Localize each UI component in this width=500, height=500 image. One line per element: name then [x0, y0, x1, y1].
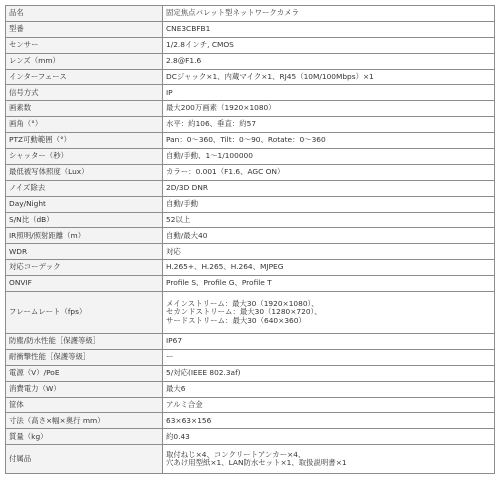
spec-value — [163, 6, 495, 22]
spec-value — [163, 349, 495, 365]
spec-label: 防塵/防水性能［保護等級］ — [6, 334, 163, 350]
spec-row — [6, 381, 495, 397]
spec-row — [6, 365, 495, 381]
spec-row — [6, 196, 495, 212]
spec-label: 型番 — [6, 21, 163, 37]
spec-label: 質量（kg） — [6, 429, 163, 445]
spec-label: 画素数 — [6, 101, 163, 117]
spec-label: 信号方式 — [6, 85, 163, 101]
spec-value-line: 最大200万画素（1920×1080） — [166, 103, 276, 113]
spec-label: S/N比（dB） — [6, 212, 163, 228]
spec-label: PTZ可動範囲（°） — [6, 133, 163, 149]
spec-value-line: DCジャック×1、内蔵マイク×1、RJ45（10M/100Mbps）×1 — [166, 71, 374, 81]
spec-value-line: メインストリーム：最大30（1920×1080）、 — [166, 298, 319, 308]
spec-label: センサー — [6, 37, 163, 53]
spec-value-line: 自動/手動、1～1/100000 — [166, 151, 253, 161]
spec-value — [163, 53, 495, 69]
spec-row — [6, 413, 495, 429]
spec-value-line: 最大6 — [166, 383, 186, 393]
spec-value-line: 自動/手動 — [166, 198, 199, 208]
spec-label: 付属品 — [6, 445, 163, 474]
spec-value-line: 52以上 — [166, 214, 191, 224]
spec-value-line: 5/対応(IEEE 802.3af) — [166, 367, 241, 377]
spec-value — [163, 196, 495, 212]
spec-value — [163, 429, 495, 445]
spec-label: 電源（V）/PoE — [6, 365, 163, 381]
spec-row — [6, 85, 495, 101]
spec-label: 耐衝撃性能［保護等級］ — [6, 349, 163, 365]
spec-value-line: Profile S、Profile G、Profile T — [166, 278, 272, 288]
spec-row — [6, 21, 495, 37]
spec-value-line: IP — [166, 87, 173, 97]
spec-value — [163, 365, 495, 381]
spec-row — [6, 69, 495, 85]
spec-value — [163, 381, 495, 397]
spec-row — [6, 397, 495, 413]
spec-row — [6, 212, 495, 228]
spec-row — [6, 149, 495, 165]
spec-value-line: 取付ねじ×4、コンクリートアンカー×4、 — [166, 449, 306, 459]
spec-row — [6, 276, 495, 292]
spec-value-line: カラー：0.001（F1.6、AGC ON） — [166, 167, 285, 177]
spec-value — [163, 133, 495, 149]
spec-row — [6, 6, 495, 22]
spec-value — [163, 413, 495, 429]
spec-value — [163, 244, 495, 260]
spec-row — [6, 133, 495, 149]
spec-value — [163, 180, 495, 196]
spec-table-body — [6, 6, 495, 474]
spec-value — [163, 212, 495, 228]
spec-value-line: 固定焦点バレット型ネットワークカメラ — [166, 8, 299, 18]
spec-label: IR照明/照射距離（m） — [6, 228, 163, 244]
spec-value — [163, 164, 495, 180]
spec-row — [6, 117, 495, 133]
spec-value-line: 約0.43 — [166, 431, 190, 441]
spec-label: インターフェース — [6, 69, 163, 85]
spec-label: 品名 — [6, 6, 163, 22]
spec-label: 消費電力（W） — [6, 381, 163, 397]
spec-value-line: H.265+、H.265、H.264、MJPEG — [166, 262, 284, 272]
spec-value-line: 2.8@F1.6 — [166, 55, 202, 65]
spec-label: Day/Night — [6, 196, 163, 212]
spec-value-line: 63×63×156 — [166, 415, 212, 425]
spec-label: ONVIF — [6, 276, 163, 292]
spec-value — [163, 334, 495, 350]
spec-value-line: セカンドストリーム：最大30（1280×720）、 — [166, 307, 322, 317]
spec-label: フレームレート（fps） — [6, 292, 163, 334]
spec-value-line: Pan：0～360、Tilt：0～90、Rotate：0～360 — [166, 135, 326, 145]
spec-value — [163, 228, 495, 244]
spec-value — [163, 445, 495, 474]
spec-value — [163, 260, 495, 276]
spec-label: 対応コーデック — [6, 260, 163, 276]
spec-row — [6, 260, 495, 276]
spec-value — [163, 276, 495, 292]
spec-value-line: CNE3CBFB1 — [166, 24, 211, 34]
spec-value-line: アルミ合金 — [166, 399, 203, 409]
spec-value-line: 対応 — [166, 246, 181, 256]
spec-label: 筐体 — [6, 397, 163, 413]
spec-row — [6, 292, 495, 334]
spec-value — [163, 21, 495, 37]
spec-label: レンズ（mm） — [6, 53, 163, 69]
spec-row — [6, 101, 495, 117]
spec-value — [163, 149, 495, 165]
spec-row — [6, 445, 495, 474]
spec-label: 最低被写体照度（Lux） — [6, 164, 163, 180]
spec-table — [5, 5, 495, 474]
spec-value — [163, 85, 495, 101]
spec-value-line: 水平：約106、垂直：約57 — [166, 119, 257, 129]
spec-value-line: 自動/最大40 — [166, 230, 208, 240]
spec-row — [6, 429, 495, 445]
spec-value-line: 穴あけ用型紙×1、LAN防水セット×1、取扱説明書×1 — [166, 458, 347, 468]
spec-label: 寸法（高さ×幅×奥行 mm） — [6, 413, 163, 429]
spec-value-line: 1/2.8インチ, CMOS — [166, 39, 234, 49]
spec-label: シャッター（秒） — [6, 149, 163, 165]
spec-label: WDR — [6, 244, 163, 260]
spec-row — [6, 180, 495, 196]
spec-value-line: IP67 — [166, 336, 183, 346]
spec-value — [163, 117, 495, 133]
spec-label: ノイズ除去 — [6, 180, 163, 196]
spec-row — [6, 334, 495, 350]
spec-value — [163, 292, 495, 334]
spec-row — [6, 164, 495, 180]
spec-row — [6, 53, 495, 69]
spec-value — [163, 101, 495, 117]
spec-value-line: ー — [166, 352, 174, 362]
spec-row — [6, 228, 495, 244]
spec-row — [6, 244, 495, 260]
spec-row — [6, 37, 495, 53]
spec-value-line: 2D/3D DNR — [166, 182, 208, 192]
spec-label: 画角（°） — [6, 117, 163, 133]
spec-row — [6, 349, 495, 365]
spec-value — [163, 37, 495, 53]
spec-value — [163, 397, 495, 413]
spec-value — [163, 69, 495, 85]
spec-value-line: サードストリーム：最大30（640×360） — [166, 315, 306, 325]
